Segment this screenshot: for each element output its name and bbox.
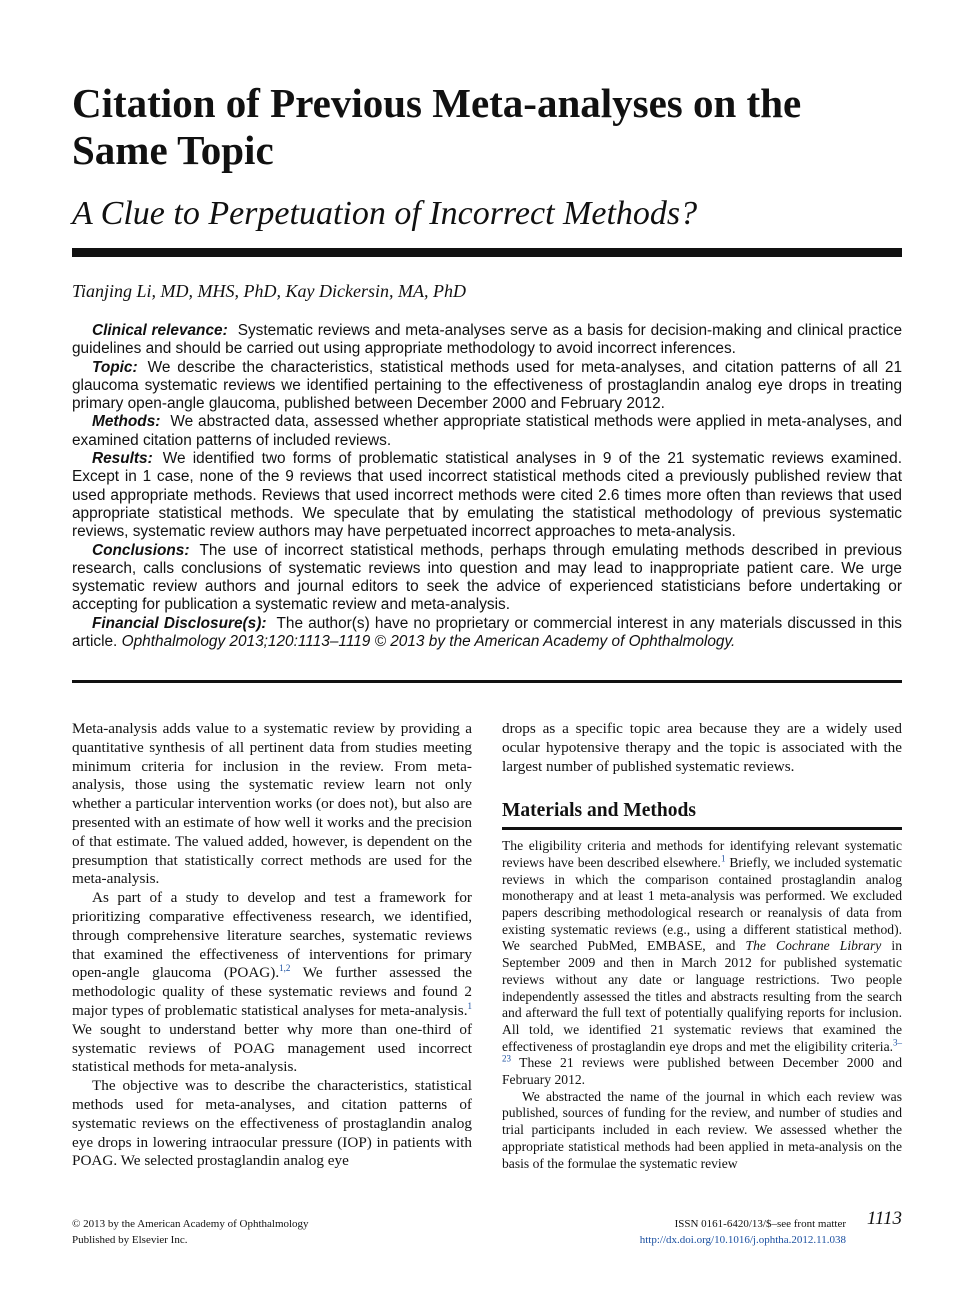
body-text: The eligibility criteria and methods for identifying relevant systematic reviews have been described elsewhere. (502, 838, 902, 870)
body-paragraph: The objective was to describe the characteristics, statistical methods used for meta-analyses, and citation patterns of systematic reviews on the effectiveness of prostaglandin analog eye drops in lowering intraocular pressure (IOP) in patients with POAG. We selected prostaglandin analog eye (72, 1077, 472, 1170)
abstract-label: Clinical relevance: (92, 322, 228, 339)
journal-citation: Ophthalmology 2013;120:1113–1119 © 2013 by the American Academy of Ophthalmology. (121, 633, 736, 651)
body-column-left (72, 720, 472, 1171)
author-list: Tianjing Li, MD, MHS, PhD, Kay Dickersin, MA, PhD (72, 281, 466, 301)
page-number: 1113 (866, 1208, 902, 1229)
abstract-text: We describe the characteristics, statistical methods used for meta-analyses, and citation patterns of all 21 glaucoma systematic reviews we identified pertaining to the effectiveness of prostaglandin analog eye drops in treating primary open-angle glaucoma, published between December 2000 and February 2012. (72, 358, 902, 413)
title-divider (72, 248, 902, 257)
body-paragraph: Meta-analysis adds value to a systematic review by providing a quantitative synthesis of all pertinent data from studies meeting minimum criteria for inclusion in the review. From meta-analysis, those using the systematic review learn not only whether a particular intervention works (or does not), but also are presented with an estimate of how well it works and the precision of that estimate. The valued added, however, is dependent on the presumption that statistically correct methods are used for the meta-analysis. (72, 720, 472, 888)
article-subtitle: A Clue to Perpetuation of Incorrect Methods? (72, 195, 698, 232)
abstract-results (72, 450, 902, 541)
copyright-notice: © 2013 by the American Academy of Ophthalmology (72, 1218, 309, 1230)
body-text-italic: The Cochrane Library (745, 938, 882, 954)
body-text: As part of a study to develop and test a framework for prioritizing comparative effectiveness research, we identified, through comprehensive literature searches, systematic reviews that examined the effectiveness of interventions for primary open-angle glaucoma (POAG). (72, 889, 472, 982)
body-text: Briefly, we included systematic reviews in which the comparison contained prostaglandin analog monotherapy and at least 1 meta-analysis was performed. We excluded papers describing methodological research or reanalysis of data from existing systematic reviews (e.g., using a different statistical method). We searched PubMed, EMBASE, and (502, 854, 903, 954)
reference-link[interactable]: 3–23 (502, 1037, 902, 1064)
abstract-methods (72, 413, 902, 450)
abstract-text: The use of incorrect statistical methods, perhaps through emulating methods described in previous research, calls conclusions of systematic reviews into question and may lead to inappropriate patient care. We urge systematic review authors and journal editors to seek the advice of experienced statisticians before undertaking or accepting for publication a systematic review and meta-analysis. (72, 541, 902, 614)
body-paragraph (502, 838, 902, 1089)
abstract-financial-disclosure (72, 615, 902, 652)
abstract-clinical-relevance (72, 322, 902, 359)
abstract-topic (72, 359, 902, 414)
reference-link[interactable]: 1 (720, 853, 726, 864)
abstract-divider (72, 680, 902, 683)
abstract-text: The author(s) have no proprietary or commercial interest in any materials discussed in this article. (72, 614, 902, 651)
body-text: We further assessed the methodologic quality of these systematic reviews and found 2 major types of problematic statistical analyses for meta-analysis. (72, 964, 472, 1019)
section-heading: Materials and Methods (502, 800, 696, 822)
body-text: These 21 reviews were published between December 2000 and February 2012. (502, 1055, 902, 1088)
abstract (72, 322, 902, 651)
abstract-text: Systematic reviews and meta-analyses serve as a basis for decision-making and clinical practice guidelines and should be carried out using appropriate methodology to avoid incorrect inferences. (72, 322, 903, 358)
publisher-notice: Published by Elsevier Inc. (72, 1234, 188, 1246)
footer-right (560, 1216, 846, 1248)
issn-notice: ISSN 0161-6420/13/$–see front matter (674, 1218, 846, 1230)
abstract-label: Results: (92, 450, 153, 468)
reference-link[interactable]: 1,2 (279, 963, 291, 974)
abstract-label: Topic: (92, 358, 138, 376)
body-text: We sought to understand better why more than one-third of systematic reviews of POAG management used incorrect statistical methods for meta-analysis. (72, 1020, 472, 1076)
reference-link[interactable]: 1 (467, 1000, 472, 1011)
body-paragraph: drops as a specific topic area because they are a widely used ocular hypotensive therapy and the topic is associated with the largest number of published systematic reviews. (502, 720, 902, 775)
abstract-label: Financial Disclosure(s): (92, 614, 267, 632)
abstract-text: We identified two forms of problematic statistical analyses in 9 of the 21 systematic reviews examined. Except in 1 case, none of the 9 reviews that used incorrect statistical methods cited a previously published review that used appropriate methods. Reviews that used incorrect methods were cited 2.6 times more often than reviews that used appropriate statistical methods. We speculate that by emulating the statistical methodology of previous systematic reviews, systematic review authors may have perpetuated incorrect approaches to meta-analysis. (72, 450, 902, 541)
footer-left (72, 1216, 309, 1248)
body-column-right (502, 720, 902, 1172)
body-paragraph: We abstracted the name of the journal in which each review was published, sources of funding for the review, and number of studies and trial participants included in each review. We assessed whether the appropriate statistical methods had been applied in meta-analysis on the basis of the formulae the systematic review (502, 1088, 902, 1171)
abstract-label: Methods: (92, 413, 161, 431)
article-title: Citation of Previous Meta-analyses on the Same Topic (72, 80, 802, 173)
section-divider (502, 827, 902, 830)
abstract-label: Conclusions: (92, 541, 190, 559)
abstract-text: We abstracted data, assessed whether appropriate statistical methods were applied in meta-analyses, and examined citation patterns of included reviews. (72, 413, 902, 449)
abstract-conclusions (72, 542, 902, 615)
doi-link[interactable]: http://dx.doi.org/10.1016/j.ophtha.2012.11.038 (639, 1234, 846, 1246)
body-text: in September 2009 and then in March 2012 for published systematic reviews without any date or language restrictions. Two people independently assessed the titles and abstracts resulting from the search and afterward the full text of potentially qualifying reports for inclusion. All told, we identified 21 systematic reviews that examined the effectiveness of prostaglandin eye drops and met the eligibility criteria. (502, 938, 902, 1054)
body-paragraph (72, 889, 472, 1077)
